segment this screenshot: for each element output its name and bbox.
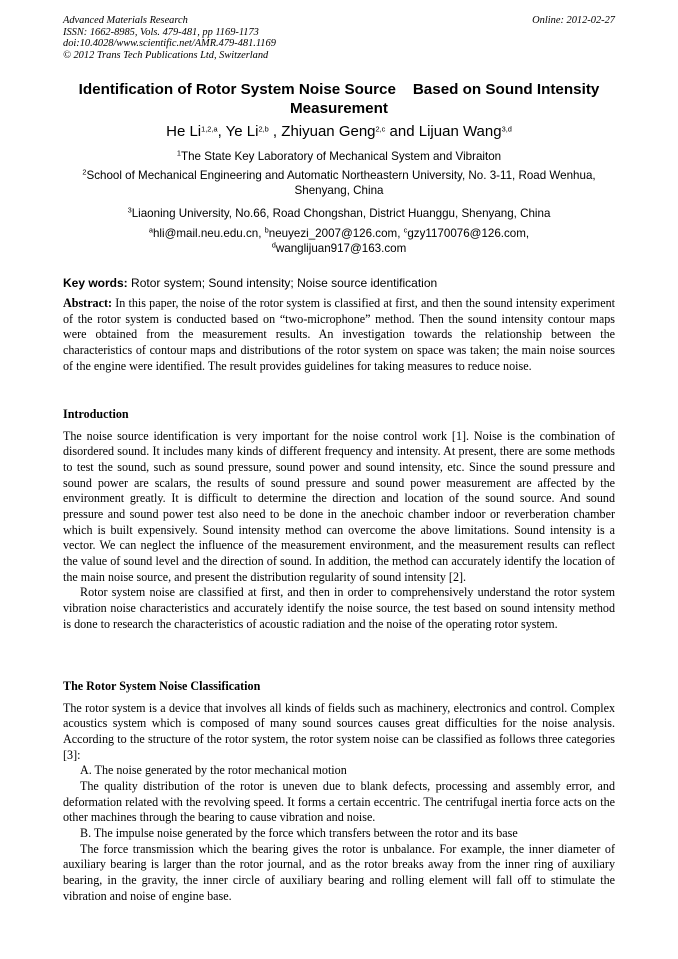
- author-separator: ,: [217, 123, 226, 140]
- abstract: [63, 296, 615, 374]
- author-separator: ,: [268, 123, 282, 140]
- journal-name: Advanced Materials Research: [63, 15, 188, 26]
- author-affiliation-mark: 3,d: [501, 124, 512, 134]
- author-name: He Li: [166, 123, 202, 140]
- affiliation-1: [63, 149, 615, 164]
- copyright-line: © 2012 Trans Tech Publications Ltd, Switzerland: [63, 49, 269, 61]
- affiliation-2: [63, 168, 615, 198]
- keywords-text: Rotor system; Sound intensity; Noise source identification: [127, 276, 438, 290]
- email-mark: a: [148, 225, 153, 235]
- paragraph: Rotor system noise are classified at first, and then in order to comprehensively understand the rotor system vibration noise characteristics and accurately identify the noise source, the test based on sound intensity method is done to research the characteristics of acoustic radiation and the noise of the operating rotor system.: [63, 585, 615, 631]
- paragraph: The force transmission which the bearing gives the rotor is unbalance. For example, the inner diameter of auxiliary bearing is larger than the rotor journal, and as the rotor breaks away from the inner ring of auxiliary bearing, in the gravity, the inner circle of auxiliary bearing and rolling element will fall off to stimulate the vibration and noise of engine base.: [63, 841, 615, 903]
- author-separator: and: [385, 123, 419, 140]
- email-address: wanglijuan917@163.com: [275, 242, 407, 255]
- introduction-section: [63, 407, 615, 632]
- author-name: Lijuan Wang: [418, 123, 502, 140]
- affiliation-mark: 3: [127, 205, 132, 215]
- affiliation-mark: 2: [82, 167, 87, 177]
- email-address: gzy1170076@126.com,: [407, 227, 530, 240]
- section-heading: The Rotor System Noise Classification: [63, 679, 261, 693]
- email-mark: b: [264, 225, 269, 235]
- email-address: hli@mail.neu.edu.cn,: [152, 227, 265, 240]
- author-affiliation-mark: 2,c: [375, 124, 386, 134]
- affiliation-3: [63, 206, 615, 221]
- keywords: [63, 276, 615, 291]
- journal-header: [63, 15, 615, 61]
- online-date: Online: 2012-02-27: [532, 15, 615, 26]
- classification-section: [63, 679, 615, 904]
- email-mark: d: [271, 240, 276, 250]
- author-name: Ye Li: [225, 123, 259, 140]
- abstract-text: In this paper, the noise of the rotor system is classified at first, and then the sound intensity experiment of the rotor system is conducted based on “two-microphone” method. Then the sound intensity contour maps were obtained from the measurement results. An investigation towards the relationship between the characteristics of contour maps and distributions of the rotor system on space was taken; the main noise sources of the engine were identified. The result provides guidelines for taking measures to reduce noise.: [63, 296, 615, 373]
- list-item-heading: B. The impulse noise generated by the force which transfers between the rotor and its base: [80, 825, 518, 840]
- title-line-2: Measurement: [290, 100, 388, 117]
- affiliation-text: School of Mechanical Engineering and Automatic Northeastern University, No. 3-11, Road Wenhua,: [86, 169, 596, 182]
- list-item-heading: A. The noise generated by the rotor mechanical motion: [80, 763, 347, 778]
- affiliation-text: Liaoning University, No.66, Road Chongshan, District Huanggu, Shenyang, China: [131, 207, 551, 220]
- section-heading: Introduction: [63, 407, 129, 421]
- author-name: Zhiyuan Geng: [281, 123, 376, 140]
- paper-title: [63, 80, 615, 118]
- paragraph: The noise source identification is very important for the noise control work [1]. Noise is the combination of disordered sound. It includes many kinds of different frequency and intensity. At present, there are some methods to test the sound, such as sound pressure, sound power and sound intensity, etc. Since the sound pressure and sound power are scalars, the results of sound pressure and sound power measurement are affected by the environment greatly. It is difficult to determine the direction and location of the sound source. And sound pressure and sound power test also need to be done in the anechoic chamber indoor or reverberation chamber which is built expensively. Sound intensity method can overcome the above limitations. Sound intensity is a vector. We can neglect the influence of the measurement environment, and the measurement results can reflect the value of sound level and the direction of sound. In addition, the method can accurately identify the location of the main noise source, and present the distribution regularity of sound intensity [2].: [63, 428, 615, 584]
- abstract-label: Abstract:: [63, 296, 113, 310]
- affiliation-text-line-2: Shenyang, China: [294, 184, 384, 197]
- author-affiliation-mark: 1,2,a: [201, 124, 218, 134]
- email-mark: c: [403, 225, 408, 235]
- paragraph: The quality distribution of the rotor is uneven due to blank defects, processing and assembly error, and deformation related with the revolving speed. It forms a certain eccentric. The centrifugal inertia force acts on the other machines through the bearing to cause vibration and noise.: [63, 778, 615, 825]
- title-line-1: Identification of Rotor System Noise Source Based on Sound Intensity: [78, 81, 600, 98]
- affiliation-text: The State Key Laboratory of Mechanical System and Vibraiton: [181, 150, 502, 163]
- author-list: [63, 123, 615, 141]
- keywords-label: Key words:: [63, 276, 128, 290]
- affiliation-mark: 1: [176, 148, 182, 158]
- doi-line: doi:10.4028/www.scientific.net/AMR.479-481.1169: [63, 38, 276, 50]
- email-address: neuyezi_2007@126.com,: [268, 227, 404, 240]
- author-emails: [63, 226, 615, 256]
- author-affiliation-mark: 2,b: [258, 124, 269, 134]
- issn-line: ISSN: 1662-8985, Vols. 479-481, pp 1169-1173: [63, 26, 259, 38]
- paragraph: The rotor system is a device that involves all kinds of fields such as machinery, electronics and control. Complex acoustics system which is composed of many sound sources causes great difficulties for the noise analysis. According to the structure of the rotor system, the rotor system noise can be classified as follows three categories [3]:: [63, 700, 615, 762]
